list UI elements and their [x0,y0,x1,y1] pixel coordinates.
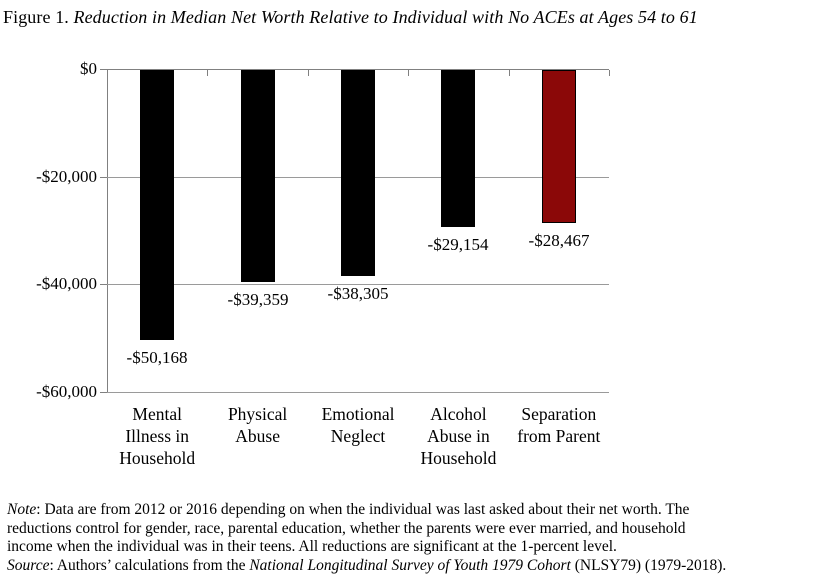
category-label-line: Mental [132,404,182,424]
category-label-line: Household [119,448,196,468]
category-label-separation-from-parent [509,403,609,469]
figure-title-text: Reduction in Median Net Worth Relative to Individual with No ACEs at Ages 54 to 61 [73,7,698,27]
note-italic-segment: Note [7,501,37,518]
category-label-physical-abuse [207,403,307,469]
gridline-60000 [107,392,609,393]
note-line-3 [7,538,813,557]
note-text-segment: income when the individual was in their teens. All reductions are significant at the 1-percent level. [7,538,617,556]
note-italic-segment: Source [7,556,50,574]
note-text-segment: : Authors’ calculations from the [49,556,250,574]
bar-value-label-mental-illness-in-household: -$50,168 [126,348,188,367]
category-label-line: Alcohol [430,404,487,424]
category-label-alcohol-abuse-in-household [408,403,508,469]
figure-title-prefix: Figure 1. [3,7,74,27]
note-text-segment: (NLSY79) (1979-2018). [570,556,727,574]
y-axis-tick [100,69,107,70]
bar-mental-illness-in-household [140,70,174,340]
bar-value-label-physical-abuse: -$39,359 [227,290,289,309]
figure-title [3,7,698,28]
x-axis-tick [408,70,409,76]
y-axis-tick-label: -$20,000 [36,167,97,186]
y-axis-tick-label: $0 [80,59,97,78]
y-axis-line [107,69,108,392]
note-text-segment: reductions control for gender, race, parental education, whether the parents were ever married, and household [7,519,686,537]
note-line-1 [7,501,813,520]
x-axis-tick [609,70,610,76]
bar-emotional-neglect [341,70,375,276]
category-label-line: Physical [227,404,288,424]
category-label-line: Emotional [321,404,395,424]
bar-physical-abuse [241,70,275,282]
category-label-line: Household [420,448,497,468]
category-label-line: from Parent [517,426,601,446]
y-axis-tick-label: -$40,000 [36,274,97,293]
bar-value-label-alcohol-abuse-in-household: -$29,154 [427,235,489,254]
y-axis-tick [100,177,107,178]
y-axis-tick [100,284,107,285]
category-label-mental-illness-in-household [107,403,207,469]
note-line-2 [7,520,813,539]
category-axis-labels [107,403,609,469]
bar-value-label-separation-from-parent: -$28,467 [528,231,590,250]
bar-separation-from-parent [542,70,576,223]
chart-plot-area [107,69,609,392]
y-axis-labels [0,0,97,588]
note-line-4 [7,557,813,576]
note-italic-segment: National Longitudinal Survey of Youth 1979 Cohort [249,556,571,574]
bar-value-label-emotional-neglect: -$38,305 [327,284,389,303]
y-axis-tick-label: -$60,000 [36,382,97,401]
x-axis-tick [107,70,108,76]
note-text-segment: : Data are from 2012 or 2016 depending on when the individual was last asked about their net worth. The [36,501,690,518]
category-label-line: Abuse [235,426,280,446]
category-label-line: Illness in [125,426,190,446]
bar-alcohol-abuse-in-household [441,70,475,227]
x-axis-tick [207,70,208,76]
category-label-line: Abuse in [427,426,490,446]
category-label-emotional-neglect [308,403,408,469]
category-label-line: Neglect [330,426,386,446]
x-axis-tick [308,70,309,76]
x-axis-tick [509,70,510,76]
category-label-line: Separation [521,404,597,424]
y-axis-tick [100,392,107,393]
figure-notes [7,501,813,575]
